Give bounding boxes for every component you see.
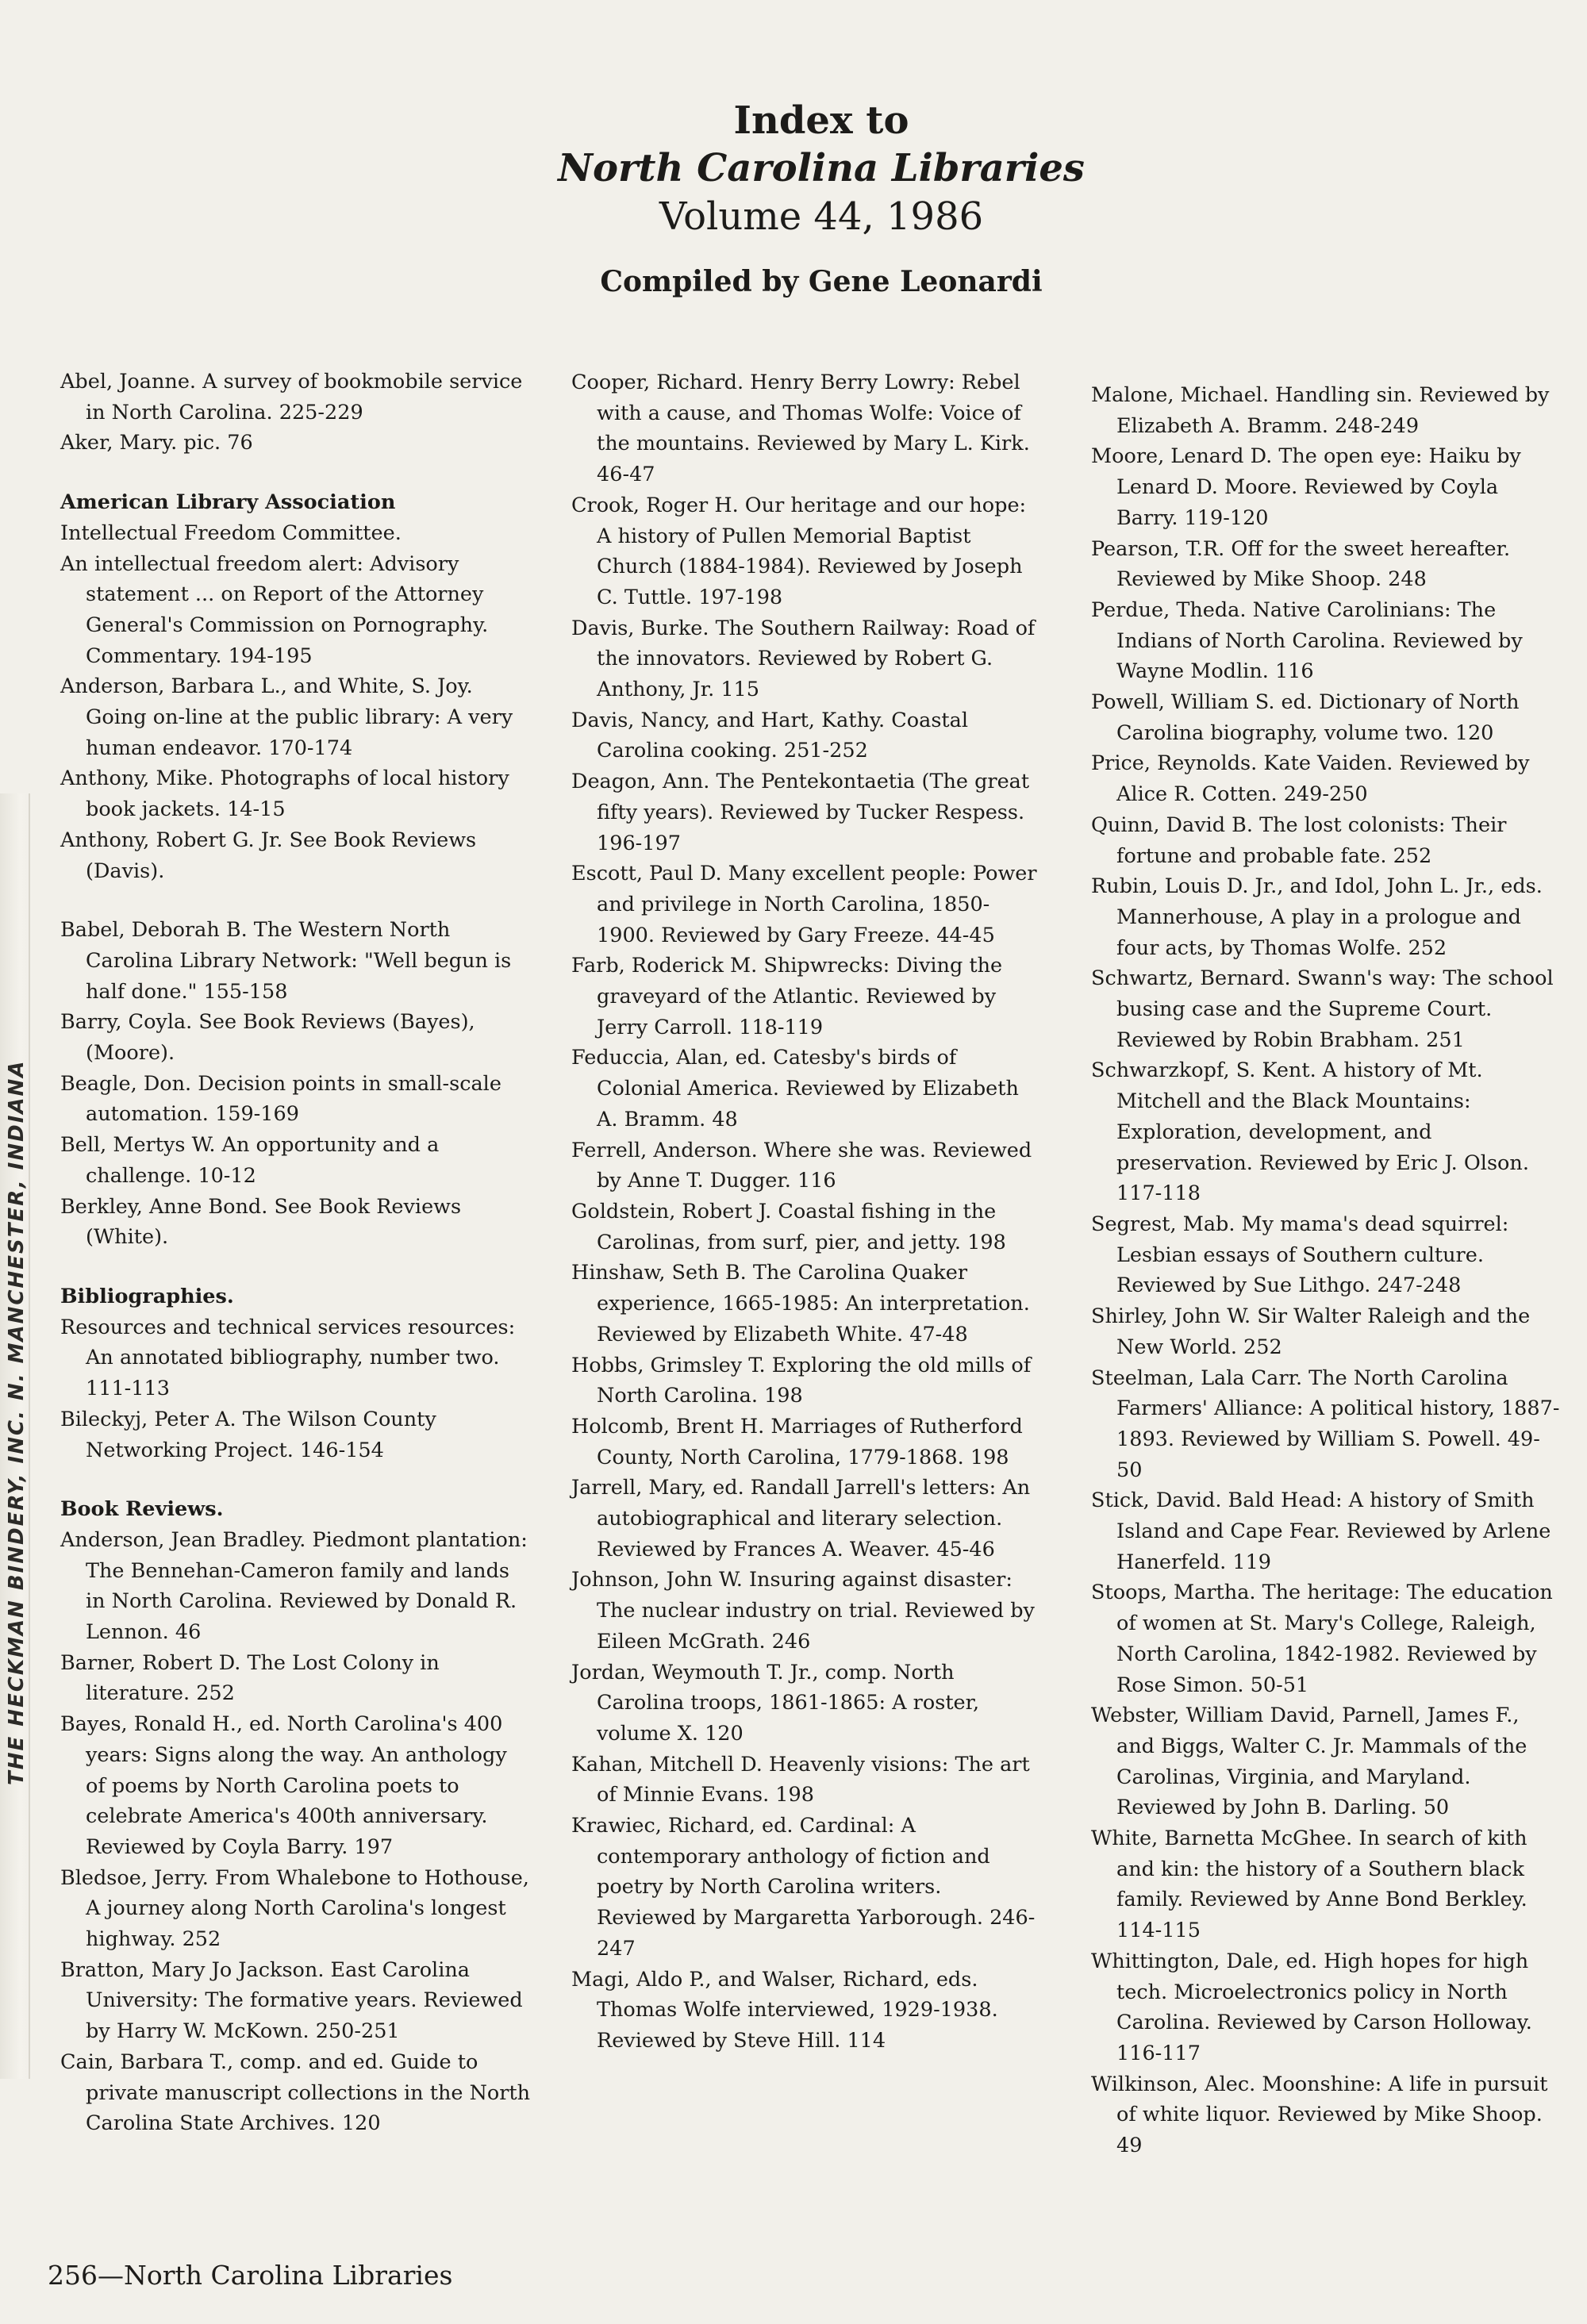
index-entry: Bileckyj, Peter A. The Wilson County Networking Project. 146-154 <box>60 1407 436 1462</box>
index-entry: Shirley, John W. Sir Walter Raleigh and the New World. 252 <box>1091 1304 1531 1359</box>
index-section-heading: Book Reviews. <box>60 1497 224 1522</box>
index-entry: Rubin, Louis D. Jr., and Idol, John L. Jr., eds. Mannerhouse, A play in a prologue and four acts, by Thomas Wolfe. 252 <box>1091 874 1543 960</box>
index-entry: Price, Reynolds. Kate Vaiden. Reviewed by Alice R. Cotten. 249-250 <box>1091 751 1530 807</box>
index-entry: Bayes, Ronald H., ed. North Carolina's 400 years: Signs along the way. An anthology of poems by North Carolina poets to celebrate America's 400th anniversary. Reviewed by Coyla Barry. 197 <box>60 1712 507 1859</box>
index-entry: Bledsoe, Jerry. From Whalebone to Hothouse, A journey along North Carolina's longest highway. 252 <box>60 1865 529 1952</box>
index-entry: Pearson, T.R. Off for the sweet hereafter. Reviewed by Mike Shoop. 248 <box>1091 536 1511 592</box>
index-entry: Intellectual Freedom Committee. <box>60 520 402 545</box>
index-entry: Bell, Mertys W. An opportunity and a challenge. 10-12 <box>60 1133 440 1188</box>
index-column-1 <box>60 367 532 2139</box>
index-column-2 <box>571 367 1043 2057</box>
index-entry: Aker, Mary. pic. 76 <box>60 431 253 455</box>
index-entry: Feduccia, Alan, ed. Catesby's birds of Colonial America. Reviewed by Elizabeth A. Bramm. 48 <box>571 1046 1019 1131</box>
index-entry: Ferrell, Anderson. Where she was. Reviewed by Anne T. Dugger. 116 <box>571 1138 1032 1193</box>
index-entry: Jarrell, Mary, ed. Randall Jarrell's letters: An autobiographical and literary selection. Reviewed by Frances A. Weaver. 45-46 <box>571 1476 1031 1561</box>
index-entry: Schwarzkopf, S. Kent. A history of Mt. Mitchell and the Black Mountains: Exploration, development, and preservation. Reviewed by Eric J. Olson. 117-118 <box>1091 1058 1529 1206</box>
index-entry: Whittington, Dale, ed. High hopes for high tech. Microelectronics policy in North Carolina. Reviewed by Carson Holloway. 116-117 <box>1091 1949 1532 2065</box>
index-entry: Malone, Michael. Handling sin. Reviewed by Elizabeth A. Bramm. 248-249 <box>1091 383 1550 438</box>
index-entry: Bratton, Mary Jo Jackson. East Carolina University: The formative years. Reviewed by Harry W. McKown. 250-251 <box>60 1957 523 2044</box>
index-entry: Escott, Paul D. Many excellent people: Power and privilege in North Carolina, 1850-1900. Reviewed by Gary Freeze. 44-45 <box>571 862 1037 947</box>
index-entry: Jordan, Weymouth T. Jr., comp. North Carolina troops, 1861-1865: A roster, volume X. 120 <box>571 1660 980 1746</box>
header-title: Index to <box>733 98 909 143</box>
index-entry: Perdue, Theda. Native Carolinians: The Indians of North Carolina. Reviewed by Wayne Modlin. 116 <box>1091 597 1523 684</box>
index-entry: Beagle, Don. Decision points in small-scale automation. 159-169 <box>60 1071 501 1127</box>
index-entry: Anderson, Barbara L., and White, S. Joy. Going on-line at the public library: A very human endeavor. 170-174 <box>60 674 513 760</box>
index-entry: Anthony, Mike. Photographs of local history book jackets. 14-15 <box>60 766 509 822</box>
index-entry: Anderson, Jean Bradley. Piedmont plantation: The Bennehan-Cameron family and lands in North Carolina. Reviewed by Donald R. Lennon. 46 <box>60 1527 528 1645</box>
index-entry: Resources and technical services resources: An annotated bibliography, number two. 111-113 <box>60 1315 516 1401</box>
index-section-heading: Bibliographies. <box>60 1284 234 1308</box>
index-entry: Hobbs, Grimsley T. Exploring the old mills of North Carolina. 198 <box>571 1353 1032 1408</box>
index-entry: Wilkinson, Alec. Moonshine: A life in pursuit of white liquor. Reviewed by Mike Shoop. 49 <box>1091 2072 1548 2158</box>
index-entry: Johnson, John W. Insuring against disaster: The nuclear industry on trial. Reviewed by Eileen McGrath. 246 <box>571 1568 1035 1654</box>
index-column-3 <box>1091 380 1563 2161</box>
index-entry: White, Barnetta McGhee. In search of kith and kin: the history of a Southern black family. Reviewed by Anne Bond Berkley. 114-115 <box>1091 1827 1527 1943</box>
index-entry: Farb, Roderick M. Shipwrecks: Diving the graveyard of the Atlantic. Reviewed by Jerry Carroll. 118-119 <box>571 954 1003 1039</box>
index-entry: Krawiec, Richard, ed. Cardinal: A contemporary anthology of fiction and poetry by North Carolina writers. Reviewed by Margaretta Yarborough. 246-247 <box>571 1814 1036 1961</box>
header-compiler: Compiled by Gene Leonardi <box>600 265 1043 298</box>
index-entry: Crook, Roger H. Our heritage and our hope: A history of Pullen Memorial Baptist Church (1884-1984). Reviewed by Joseph C. Tuttle. 197-198 <box>571 493 1027 609</box>
index-entry: Webster, William David, Parnell, James F., and Biggs, Walter C. Jr. Mammals of the Carolinas, Virginia, and Maryland. Reviewed by John B. Darling. 50 <box>1091 1704 1527 1820</box>
index-entry: Quinn, David B. The lost colonists: Their fortune and probable fate. 252 <box>1091 812 1507 868</box>
index-entry: Berkley, Anne Bond. See Book Reviews (White). <box>60 1194 462 1250</box>
index-entry: Magi, Aldo P., and Walser, Richard, eds. Thomas Wolfe interviewed, 1929-1938. Reviewed by Steve Hill. 114 <box>571 1967 998 2053</box>
index-entry: Hinshaw, Seth B. The Carolina Quaker experience, 1665-1985: An interpretation. Reviewed by Elizabeth White. 47-48 <box>571 1261 1030 1346</box>
index-entry: Kahan, Mitchell D. Heavenly visions: The art of Minnie Evans. 198 <box>571 1752 1030 1807</box>
index-entry: Cain, Barbara T., comp. and ed. Guide to private manuscript collections in the North Carolina State Archives. 120 <box>60 2049 531 2136</box>
index-header <box>476 97 1166 300</box>
index-entry: Stoops, Martha. The heritage: The education of women at St. Mary's College, Raleigh, North Carolina, 1842-1982. Reviewed by Rose Simon. 50-51 <box>1091 1581 1553 1697</box>
header-journal-name: North Carolina Libraries <box>558 146 1085 190</box>
index-entry: Barner, Robert D. The Lost Colony in literature. 252 <box>60 1650 440 1706</box>
index-entry: Barry, Coyla. See Book Reviews (Bayes), (Moore). <box>60 1010 475 1066</box>
index-entry: Goldstein, Robert J. Coastal fishing in the Carolinas, from surf, pier, and jetty. 198 <box>571 1199 1006 1254</box>
index-section-heading: American Library Association <box>60 490 396 515</box>
index-entry: Cooper, Richard. Henry Berry Lowry: Rebel with a cause, and Thomas Wolfe: Voice of the mountains. Reviewed by Mary L. Kirk. 46-47 <box>571 371 1030 487</box>
index-entry: Davis, Nancy, and Hart, Kathy. Coastal Carolina cooking. 251-252 <box>571 708 969 763</box>
index-entry: Steelman, Lala Carr. The North Carolina Farmers' Alliance: A political history, 1887-1893. Reviewed by William S. Powell. 49-50 <box>1091 1366 1560 1482</box>
header-volume: Volume 44, 1986 <box>659 194 984 239</box>
index-entry: Moore, Lenard D. The open eye: Haiku by Lenard D. Moore. Reviewed by Coyla Barry. 119-120 <box>1091 444 1521 530</box>
index-entry: Anthony, Robert G. Jr. See Book Reviews (Davis). <box>60 828 477 883</box>
index-entry: Schwartz, Bernard. Swann's way: The school busing case and the Supreme Court. Reviewed by Robin Brabham. 251 <box>1091 966 1554 1052</box>
index-entry: Davis, Burke. The Southern Railway: Road of the innovators. Reviewed by Robert G. Anthony, Jr. 115 <box>571 616 1036 702</box>
index-entry: Stick, David. Bald Head: A history of Smith Island and Cape Fear. Reviewed by Arlene Hanerfeld. 119 <box>1091 1489 1551 1574</box>
index-entry: An intellectual freedom alert: Advisory statement ... on Report of the Attorney General's Commission on Pornography. Commentary. 194-195 <box>60 551 489 668</box>
index-entry: Powell, William S. ed. Dictionary of North Carolina biography, volume two. 120 <box>1091 690 1520 745</box>
index-entry: Abel, Joanne. A survey of bookmobile service in North Carolina. 225-229 <box>60 370 523 424</box>
index-entry: Segrest, Mab. My mama's dead squirrel: Lesbian essays of Southern culture. Reviewed by Sue Lithgo. 247-248 <box>1091 1212 1509 1298</box>
page-footer: 256—North Carolina Libraries <box>48 2260 453 2291</box>
index-entry: Deagon, Ann. The Pentekontaetia (The great fifty years). Reviewed by Tucker Respess. 196-197 <box>571 770 1030 855</box>
index-entry: Babel, Deborah B. The Western North Carolina Library Network: "Well begun is half done." 155-158 <box>60 918 512 1004</box>
index-entry: Holcomb, Brent H. Marriages of Rutherford County, North Carolina, 1779-1868. 198 <box>571 1414 1023 1469</box>
